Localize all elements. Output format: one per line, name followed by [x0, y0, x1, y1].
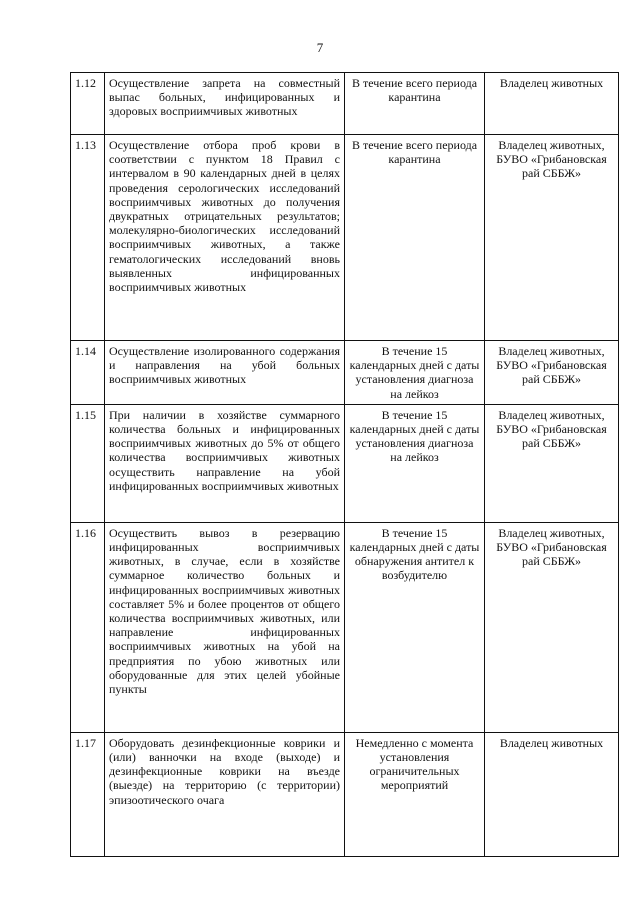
responsible-text: Владелец животных, БУВО «Грибановская рай СББЖ»: [485, 341, 619, 405]
row-number: 1.12: [71, 73, 105, 135]
row-number: 1.13: [71, 135, 105, 341]
responsible-text: Владелец животных, БУВО «Грибановская рай СББЖ»: [485, 135, 619, 341]
table-row: [71, 732, 619, 856]
measure-text: При наличии в хозяйстве суммарного количества больных и инфицированных восприимчивых животных до 5% от общего количества восприимчивых животных осуществить направление на убой инфицированных восприимчивых животных: [105, 404, 345, 522]
table-row: [71, 522, 619, 732]
row-number: 1.15: [71, 404, 105, 522]
deadline-text: В течение 15 календарных дней с даты установления диагноза на лейкоз: [345, 404, 485, 522]
responsible-text: Владелец животных: [485, 732, 619, 856]
row-number: 1.14: [71, 341, 105, 405]
measures-table: [70, 72, 619, 857]
measure-text: Оборудовать дезинфекционные коврики и (или) ванночки на входе (выходе) и дезинфекционные коврики на въезде (выезде) на территорию (с территории) эпизоотического очага: [105, 732, 345, 856]
responsible-text: Владелец животных, БУВО «Грибановская рай СББЖ»: [485, 404, 619, 522]
table-row: [71, 341, 619, 405]
responsible-text: Владелец животных: [485, 73, 619, 135]
measure-text: Осуществление отбора проб крови в соответствии с пунктом 18 Правил с интервалом в 90 календарных дней в целях проведения серологических исследований восприимчивых животных до получения двукратных отрицательных результатов; молекулярно-биологических исследований восприимчивых животных, а также гематологических исследований вновь выявленных инфицированных восприимчивых животных: [105, 135, 345, 341]
responsible-text: Владелец животных, БУВО «Грибановская рай СББЖ»: [485, 522, 619, 732]
deadline-text: В течение всего периода карантина: [345, 73, 485, 135]
measure-text: Осуществить вывоз в резервацию инфицированных восприимчивых животных, в случае, если в хозяйстве суммарное количество больных и инфицированных восприимчивых животных составляет 5% и более процентов от общего количества восприимчивых животных, или направление инфицированных восприимчивых животных на убой на предприятия по убою животных или оборудованные для этих целей убойные пункты: [105, 522, 345, 732]
table-row: [71, 404, 619, 522]
table-row: [71, 135, 619, 341]
table-row: [71, 73, 619, 135]
row-number: 1.17: [71, 732, 105, 856]
deadline-text: В течение всего периода карантина: [345, 135, 485, 341]
measure-text: Осуществление запрета на совместный выпас больных, инфицированных и здоровых восприимчивых животных: [105, 73, 345, 135]
measure-text: Осуществление изолированного содержания и направления на убой больных восприимчивых животных: [105, 341, 345, 405]
row-number: 1.16: [71, 522, 105, 732]
deadline-text: В течение 15 календарных дней с даты установления диагноза на лейкоз: [345, 341, 485, 405]
page-number: 7: [316, 40, 324, 55]
deadline-text: В течение 15 календарных дней с даты обнаружения антител к возбудителю: [345, 522, 485, 732]
deadline-text: Немедленно с момента установления ограничительных мероприятий: [345, 732, 485, 856]
